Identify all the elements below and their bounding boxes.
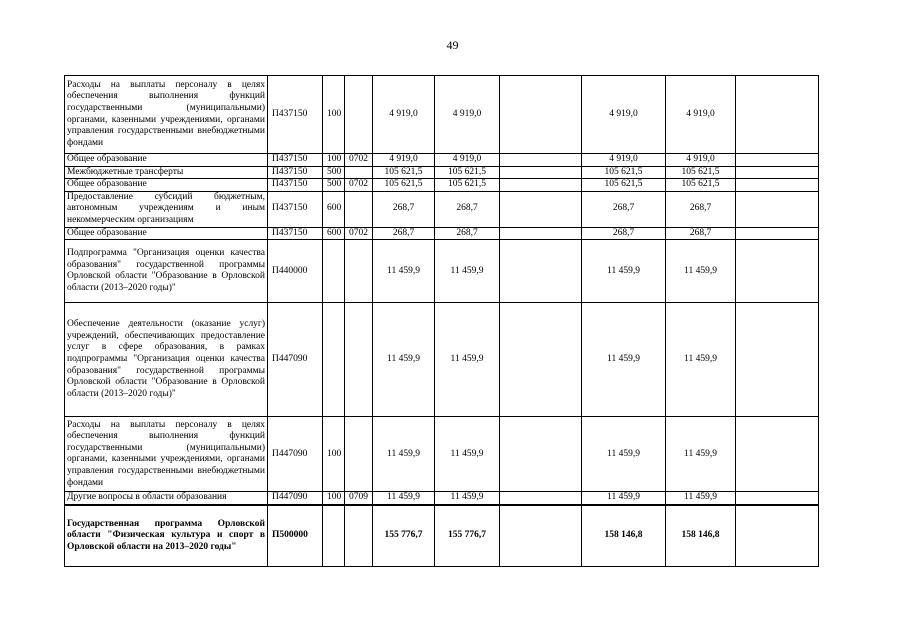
amount-4: 268,7 bbox=[582, 227, 666, 240]
amount-1: 105 621,5 bbox=[373, 166, 435, 179]
table-row bbox=[65, 76, 819, 154]
amount-6 bbox=[736, 303, 819, 417]
amount-2: 11 459,9 bbox=[435, 492, 500, 505]
row-name: Общее образование bbox=[65, 179, 268, 192]
amount-1: 268,7 bbox=[373, 227, 435, 240]
target-code: П447090 bbox=[268, 303, 323, 417]
amount-6 bbox=[736, 76, 819, 154]
expense-type bbox=[323, 303, 345, 417]
amount-5: 11 459,9 bbox=[666, 240, 736, 303]
amount-2: 4 919,0 bbox=[435, 154, 500, 167]
section-code bbox=[345, 166, 373, 179]
table-row bbox=[65, 191, 819, 227]
row-name: Государственная программа Орловской области "Физическая культура и спорт в Орловской области на 2013–2020 годы" bbox=[65, 505, 268, 567]
table-row bbox=[65, 227, 819, 240]
amount-6 bbox=[736, 179, 819, 192]
amount-5: 4 919,0 bbox=[666, 76, 736, 154]
target-code: П447090 bbox=[268, 492, 323, 505]
amount-2: 11 459,9 bbox=[435, 417, 500, 492]
amount-5: 268,7 bbox=[666, 227, 736, 240]
amount-2: 105 621,5 bbox=[435, 179, 500, 192]
section-code bbox=[345, 76, 373, 154]
table-row bbox=[65, 154, 819, 167]
table-row bbox=[65, 492, 819, 505]
target-code: П500000 bbox=[268, 505, 323, 567]
table-row bbox=[65, 505, 819, 567]
amount-4: 4 919,0 bbox=[582, 76, 666, 154]
amount-6 bbox=[736, 154, 819, 167]
section-code bbox=[345, 240, 373, 303]
amount-3 bbox=[500, 240, 582, 303]
amount-4: 11 459,9 bbox=[582, 492, 666, 505]
amount-5: 158 146,8 bbox=[666, 505, 736, 567]
amount-1: 11 459,9 bbox=[373, 492, 435, 505]
amount-5: 11 459,9 bbox=[666, 492, 736, 505]
budget-table bbox=[64, 75, 819, 567]
expense-type: 600 bbox=[323, 191, 345, 227]
amount-3 bbox=[500, 179, 582, 192]
section-code: 0702 bbox=[345, 227, 373, 240]
amount-1: 155 776,7 bbox=[373, 505, 435, 567]
amount-1: 11 459,9 bbox=[373, 303, 435, 417]
amount-6 bbox=[736, 492, 819, 505]
target-code: П437150 bbox=[268, 76, 323, 154]
expense-type: 100 bbox=[323, 417, 345, 492]
amount-3 bbox=[500, 76, 582, 154]
amount-6 bbox=[736, 505, 819, 567]
amount-6 bbox=[736, 417, 819, 492]
amount-6 bbox=[736, 166, 819, 179]
section-code: 0702 bbox=[345, 154, 373, 167]
expense-type: 500 bbox=[323, 166, 345, 179]
row-name: Подпрограмма "Организация оценки качества образования" государственной программы Орловской области "Образование в Орловской области (2013–2020 годы)" bbox=[65, 240, 268, 303]
expense-type: 100 bbox=[323, 492, 345, 505]
amount-2: 105 621,5 bbox=[435, 166, 500, 179]
amount-2: 11 459,9 bbox=[435, 303, 500, 417]
section-code: 0709 bbox=[345, 492, 373, 505]
target-code: П440000 bbox=[268, 240, 323, 303]
target-code: П437150 bbox=[268, 179, 323, 192]
target-code: П437150 bbox=[268, 166, 323, 179]
amount-6 bbox=[736, 191, 819, 227]
section-code bbox=[345, 505, 373, 567]
amount-1: 11 459,9 bbox=[373, 240, 435, 303]
row-name: Межбюджетные трансферты bbox=[65, 166, 268, 179]
amount-3 bbox=[500, 227, 582, 240]
expense-type: 600 bbox=[323, 227, 345, 240]
amount-4: 158 146,8 bbox=[582, 505, 666, 567]
amount-4: 4 919,0 bbox=[582, 154, 666, 167]
amount-6 bbox=[736, 227, 819, 240]
amount-5: 105 621,5 bbox=[666, 166, 736, 179]
row-name: Обеспечение деятельности (оказание услуг) учреждений, обеспечивающих предоставление услуг в сфере образования, в рамках подпрограммы "Организация оценки качества образования" государственной программы Орловской области "Образование в Орловской области (2013–2020 годы)" bbox=[65, 303, 268, 417]
row-name: Предоставление субсидий бюджетным, автономным учреждениям и иным некоммерческим организациям bbox=[65, 191, 268, 227]
amount-2: 155 776,7 bbox=[435, 505, 500, 567]
expense-type bbox=[323, 240, 345, 303]
amount-4: 268,7 bbox=[582, 191, 666, 227]
amount-1: 4 919,0 bbox=[373, 76, 435, 154]
section-code bbox=[345, 191, 373, 227]
table-row bbox=[65, 240, 819, 303]
amount-2: 4 919,0 bbox=[435, 76, 500, 154]
expense-type: 100 bbox=[323, 76, 345, 154]
target-code: П437150 bbox=[268, 154, 323, 167]
amount-5: 11 459,9 bbox=[666, 303, 736, 417]
row-name: Общее образование bbox=[65, 154, 268, 167]
amount-4: 11 459,9 bbox=[582, 417, 666, 492]
amount-4: 105 621,5 bbox=[582, 166, 666, 179]
amount-6 bbox=[736, 240, 819, 303]
row-name: Общее образование bbox=[65, 227, 268, 240]
table-row bbox=[65, 166, 819, 179]
expense-type: 100 bbox=[323, 154, 345, 167]
amount-4: 105 621,5 bbox=[582, 179, 666, 192]
row-name: Другие вопросы в области образования bbox=[65, 492, 268, 505]
amount-5: 105 621,5 bbox=[666, 179, 736, 192]
target-code: П437150 bbox=[268, 191, 323, 227]
amount-5: 11 459,9 bbox=[666, 417, 736, 492]
table-row bbox=[65, 417, 819, 492]
page-number: 49 bbox=[446, 38, 459, 52]
expense-type bbox=[323, 505, 345, 567]
amount-3 bbox=[500, 492, 582, 505]
amount-3 bbox=[500, 191, 582, 227]
table-row bbox=[65, 179, 819, 192]
section-code bbox=[345, 417, 373, 492]
section-code: 0702 bbox=[345, 179, 373, 192]
amount-3 bbox=[500, 166, 582, 179]
amount-5: 4 919,0 bbox=[666, 154, 736, 167]
amount-1: 268,7 bbox=[373, 191, 435, 227]
amount-3 bbox=[500, 505, 582, 567]
amount-1: 105 621,5 bbox=[373, 179, 435, 192]
amount-5: 268,7 bbox=[666, 191, 736, 227]
amount-4: 11 459,9 bbox=[582, 240, 666, 303]
target-code: П437150 bbox=[268, 227, 323, 240]
amount-1: 4 919,0 bbox=[373, 154, 435, 167]
amount-3 bbox=[500, 417, 582, 492]
amount-2: 268,7 bbox=[435, 191, 500, 227]
expense-type: 500 bbox=[323, 179, 345, 192]
target-code: П447090 bbox=[268, 417, 323, 492]
amount-4: 11 459,9 bbox=[582, 303, 666, 417]
amount-2: 268,7 bbox=[435, 227, 500, 240]
amount-3 bbox=[500, 154, 582, 167]
section-code bbox=[345, 303, 373, 417]
row-name: Расходы на выплаты персоналу в целях обеспечения выполнения функций государственными (муниципальными) органами, казенными учреждениями, органами управления государственными внебюджетными фондами bbox=[65, 76, 268, 154]
amount-1: 11 459,9 bbox=[373, 417, 435, 492]
table-row bbox=[65, 303, 819, 417]
amount-2: 11 459,9 bbox=[435, 240, 500, 303]
amount-3 bbox=[500, 303, 582, 417]
row-name: Расходы на выплаты персоналу в целях обеспечения выполнения функций государственными (муниципальными) органами, казенными учреждениями, органами управления государственными внебюджетными фондами bbox=[65, 417, 268, 492]
